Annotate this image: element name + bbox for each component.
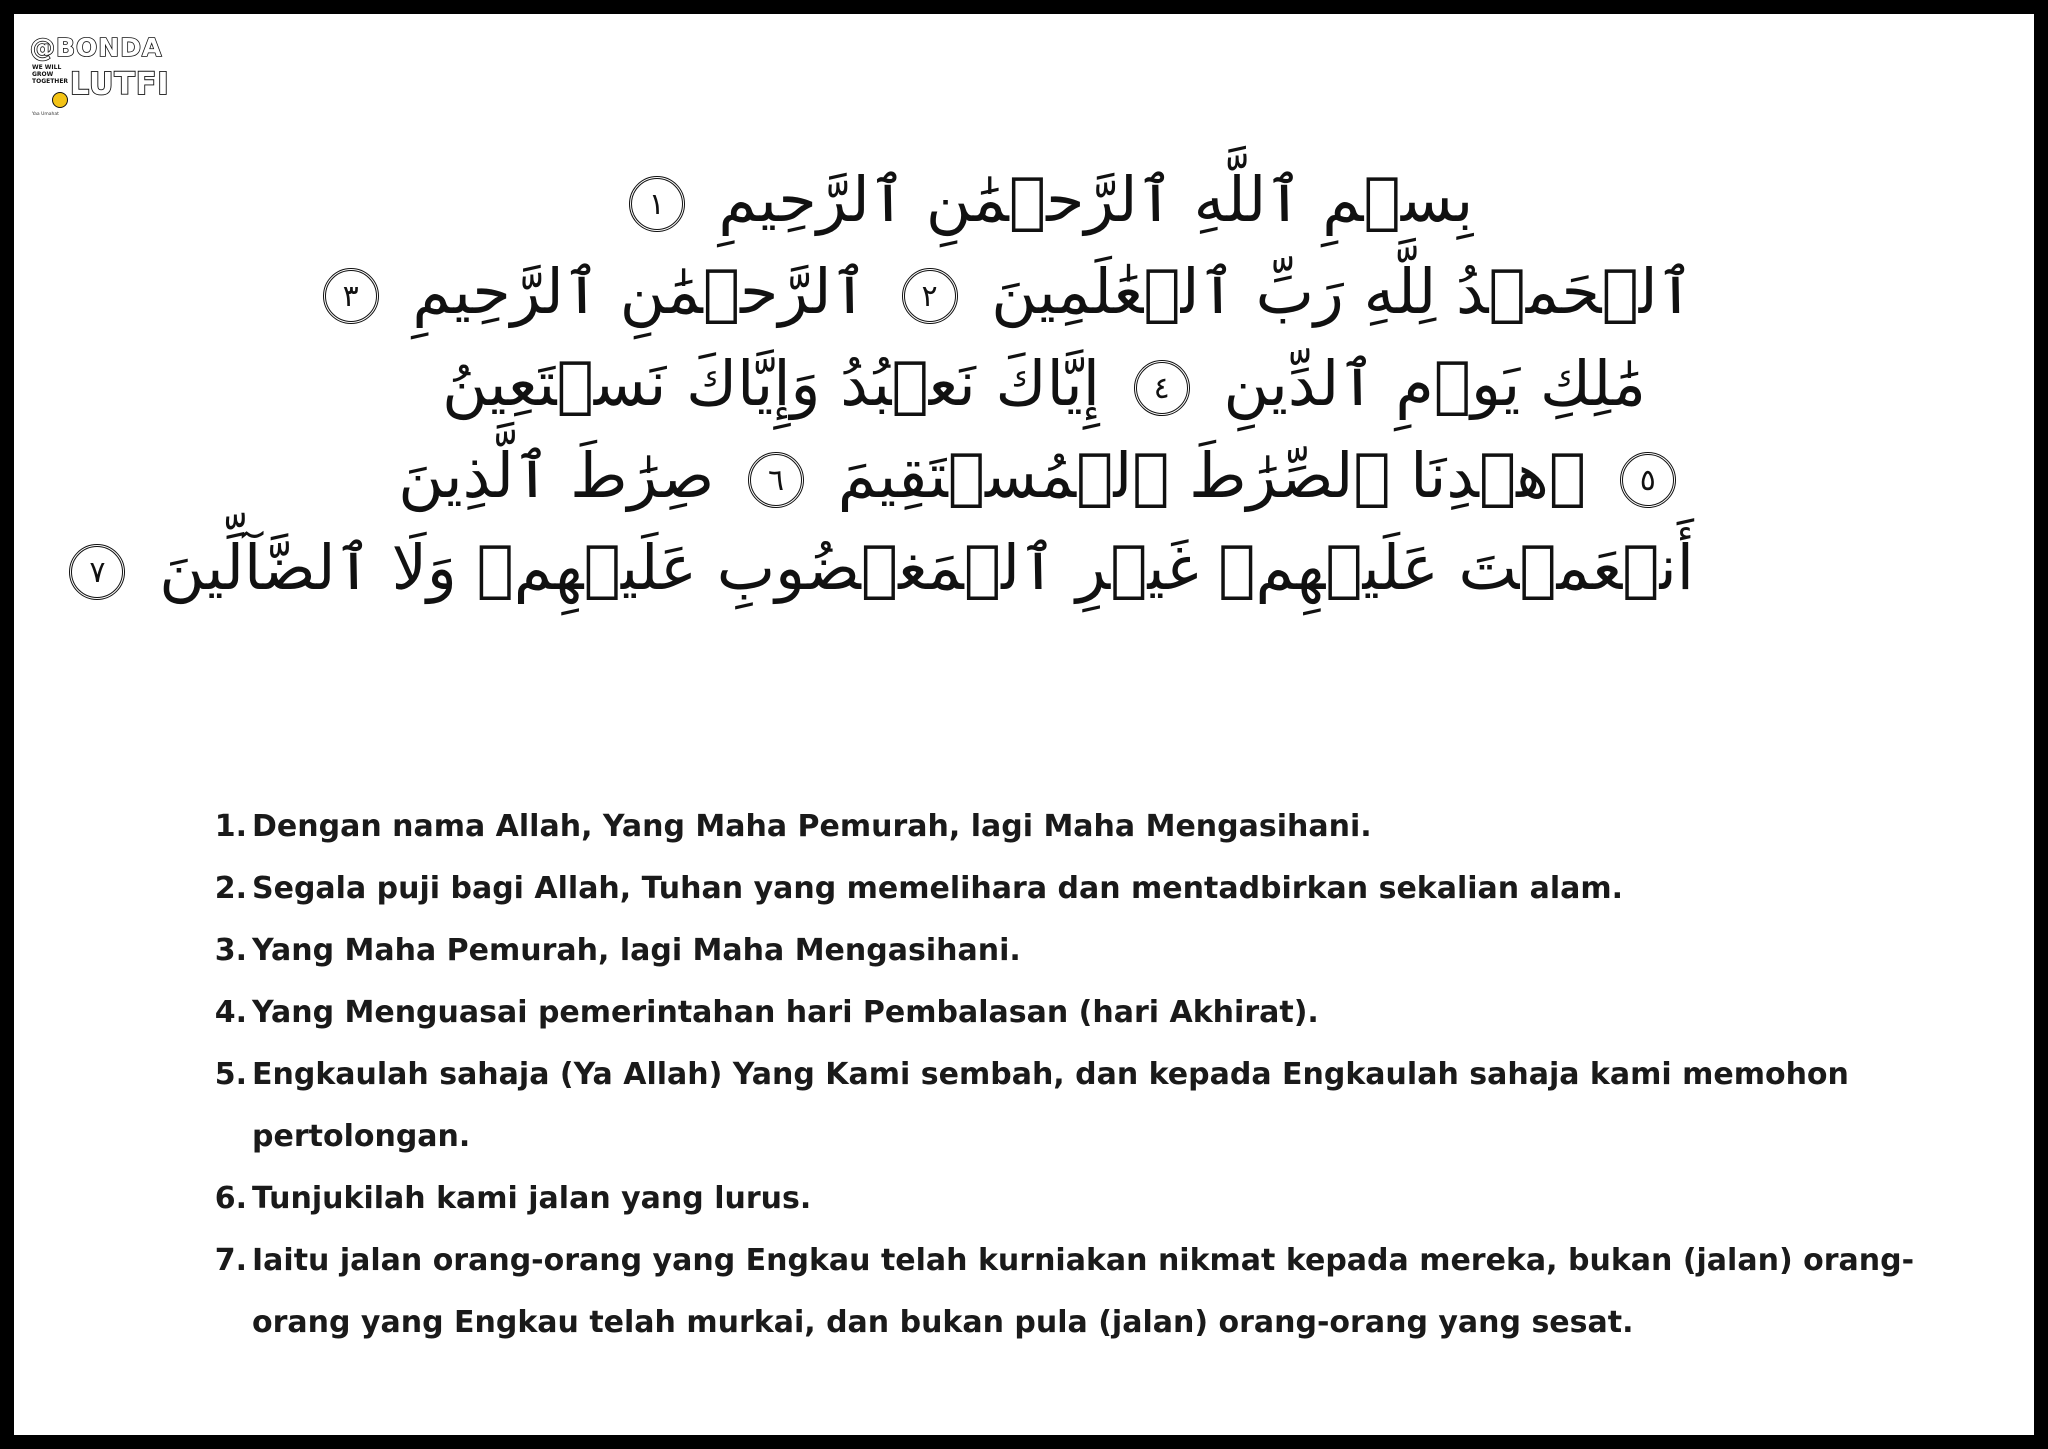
- arabic-text: ٱلرَّحۡمَٰنِ ٱلرَّحِيمِ: [412, 255, 868, 328]
- list-item: [197, 1168, 1977, 1230]
- arabic-text: أَنۡعَمۡتَ عَلَيۡهِمۡ غَيۡرِ ٱلۡمَغۡضُوبِ عَلَيۡهِمۡ وَلَا ٱلضَّآلِّينَ: [159, 531, 1694, 604]
- arabic-text: مَٰلِكِ يَوۡمِ ٱلدِّينِ: [1223, 347, 1646, 420]
- arabic-line-3: [394, 338, 1694, 430]
- ayah-marker: ٦: [748, 452, 804, 508]
- ayah-marker: ١: [629, 176, 685, 232]
- item-number: 7.: [214, 1243, 247, 1278]
- item-number: 4.: [214, 995, 247, 1030]
- arabic-text: ٱلۡحَمۡدُ لِلَّهِ رَبِّ ٱلۡعَٰلَمِينَ: [991, 255, 1694, 328]
- ayah-marker: ٤: [1134, 360, 1190, 416]
- surah-al-fatihah-arabic: [89, 154, 1694, 614]
- ayah-marker: ٢: [902, 268, 958, 324]
- ayah-marker: ٥: [1620, 452, 1676, 508]
- list-item: [197, 982, 1977, 1044]
- logo-mini-text: WE WILL GROW TOGETHER: [32, 64, 69, 85]
- arabic-text: ٱهۡدِنَا ٱلصِّرَٰطَ ٱلۡمُسۡتَقِيمَ: [837, 439, 1587, 512]
- item-number: 2.: [214, 871, 247, 906]
- bonda-lutfi-logo: [30, 33, 170, 122]
- item-number: 1.: [214, 809, 247, 844]
- item-text: Segala puji bagi Allah, Tuhan yang memelihara dan mentadbirkan sekalian alam.: [252, 871, 1624, 906]
- arabic-line-5: [89, 522, 1694, 614]
- ayah-marker: ٧: [69, 544, 125, 600]
- item-text: Iaitu jalan orang-orang yang Engkau telah kurniakan nikmat kepada mereka, bukan (jalan) orang-orang yang Engkau telah murkai, dan bukan pula (jalan) orang-orang yang sesat.: [252, 1243, 1915, 1340]
- item-text: Engkaulah sahaja (Ya Allah) Yang Kami sembah, dan kepada Engkaulah sahaja kami memohon pertolongan.: [252, 1057, 1849, 1154]
- logo-tagline: Yaa Umahat: [32, 112, 59, 117]
- list-item: [197, 1044, 1977, 1168]
- arabic-text: صِرَٰطَ ٱلَّذِينَ: [398, 439, 715, 512]
- list-item: [197, 796, 1977, 858]
- arabic-text: إِيَّاكَ نَعۡبُدُ وَإِيَّاكَ نَسۡتَعِينُ: [442, 347, 1100, 420]
- page-frame: [14, 14, 2034, 1435]
- list-item: [197, 1230, 1977, 1354]
- logo-line1: @BONDA: [30, 33, 163, 62]
- item-number: 6.: [214, 1181, 247, 1216]
- item-text: Dengan nama Allah, Yang Maha Pemurah, lagi Maha Mengasihani.: [252, 809, 1372, 844]
- item-number: 5.: [214, 1057, 247, 1092]
- list-item: [197, 920, 1977, 982]
- arabic-line-1: [394, 154, 1694, 246]
- logo-line2: LUTFI: [70, 67, 170, 102]
- item-text: Yang Menguasai pemerintahan hari Pembalasan (hari Akhirat).: [252, 995, 1319, 1030]
- sun-icon: [52, 92, 68, 108]
- item-text: Tunjukilah kami jalan yang lurus.: [252, 1181, 812, 1216]
- arabic-text: بِسۡمِ ٱللَّهِ ٱلرَّحۡمَٰنِ ٱلرَّحِيمِ: [718, 163, 1474, 236]
- item-text: Yang Maha Pemurah, lagi Maha Mengasihani.: [252, 933, 1021, 968]
- arabic-line-2: [342, 246, 1694, 338]
- item-number: 3.: [214, 933, 247, 968]
- translation-list: [197, 796, 1977, 1354]
- arabic-line-4: [394, 430, 1694, 522]
- list-item: [197, 858, 1977, 920]
- ayah-marker: ٣: [323, 268, 379, 324]
